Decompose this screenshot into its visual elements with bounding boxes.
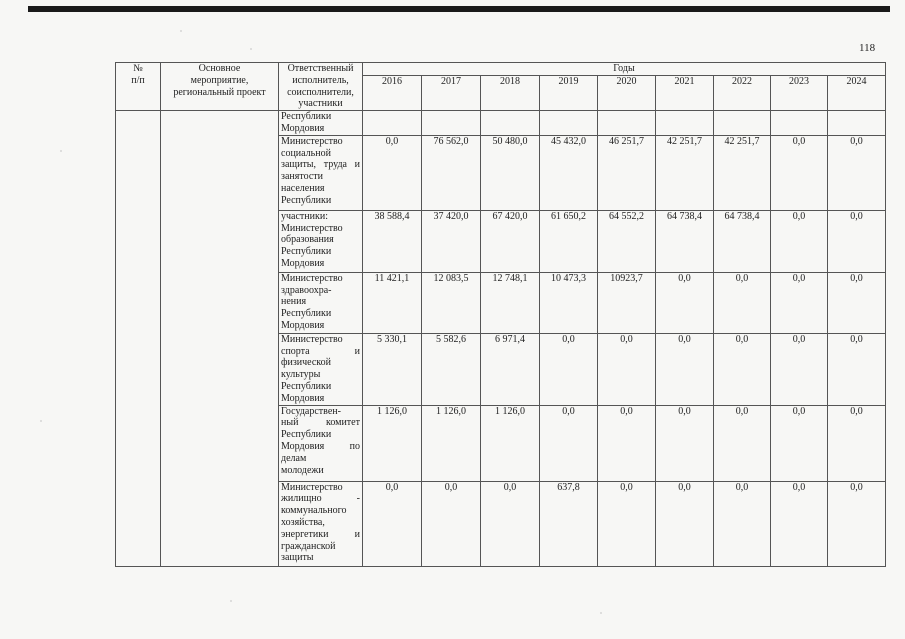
value-cell: 37 420,0 (422, 210, 481, 272)
year-header: 2019 (540, 75, 598, 110)
value-cell: 0,0 (714, 481, 771, 566)
executor-line: Республики (281, 246, 332, 258)
scan-speckle (60, 150, 62, 152)
header-executor-line: соисполнители, (287, 86, 354, 98)
header-num-line: № (133, 63, 143, 74)
executor-cell (279, 481, 363, 566)
executor-line: Республики (281, 429, 332, 441)
value-cell: 637,8 (540, 481, 598, 566)
executor-line: населения (281, 182, 325, 194)
value-cell: 38 588,4 (363, 210, 422, 272)
value-cell: 46 251,7 (598, 135, 656, 210)
executor-line: Государствен- (281, 405, 341, 417)
year-header: 2020 (598, 75, 656, 110)
value-cell (771, 111, 828, 136)
executor-line: делам (281, 452, 307, 464)
executor-cell (279, 405, 363, 481)
value-cell: 0,0 (363, 135, 422, 210)
value-cell: 76 562,0 (422, 135, 481, 210)
year-header: 2023 (771, 75, 828, 110)
year-header: 2022 (714, 75, 771, 110)
value-cell: 12 083,5 (422, 272, 481, 333)
scan-speckle (230, 600, 232, 602)
value-cell: 10923,7 (598, 272, 656, 333)
executor-line: Министерство (281, 333, 343, 345)
value-cell: 0,0 (828, 210, 886, 272)
executor-line: социальной (281, 147, 331, 159)
value-cell: 64 738,4 (714, 210, 771, 272)
executor-line: Мордовия (281, 392, 325, 404)
value-cell (481, 111, 540, 136)
value-cell: 0,0 (714, 405, 771, 481)
executor-line: Республики (281, 111, 332, 123)
year-header: 2021 (656, 75, 714, 110)
executor-cell (279, 272, 363, 333)
value-cell: 50 480,0 (481, 135, 540, 210)
header-measure-line: мероприятие, (190, 74, 249, 86)
value-cell: 0,0 (598, 333, 656, 405)
header-executor (279, 63, 363, 111)
funding-table (115, 62, 886, 567)
value-cell: 0,0 (422, 481, 481, 566)
value-cell: 0,0 (481, 481, 540, 566)
value-cell: 0,0 (714, 333, 771, 405)
executor-cell (279, 111, 363, 136)
value-cell: 0,0 (656, 405, 714, 481)
executor-line: нения (281, 296, 307, 308)
value-cell: 5 330,1 (363, 333, 422, 405)
value-cell: 64 738,4 (656, 210, 714, 272)
executor-line: Мордовия по (281, 440, 360, 452)
executor-line: здравоохра- (281, 284, 332, 296)
executor-line: занятости (281, 171, 323, 183)
value-cell: 0,0 (771, 135, 828, 210)
executor-line: Мордовия (281, 319, 325, 331)
header-executor-line: Ответственный (287, 63, 354, 74)
value-cell (363, 111, 422, 136)
executor-line: гражданской (281, 540, 336, 552)
executor-line: жилищно - (281, 493, 360, 505)
value-cell (828, 111, 886, 136)
value-cell: 1 126,0 (481, 405, 540, 481)
executor-cell (279, 210, 363, 272)
value-cell: 0,0 (828, 135, 886, 210)
value-cell: 42 251,7 (656, 135, 714, 210)
value-cell: 0,0 (771, 405, 828, 481)
table-row (116, 111, 886, 136)
year-header: 2016 (363, 75, 422, 110)
num-cell (116, 111, 161, 566)
header-measure-line: региональный проект (173, 86, 266, 98)
top-border-rule (28, 6, 890, 12)
executor-line: коммунального (281, 505, 347, 517)
value-cell: 6 971,4 (481, 333, 540, 405)
year-header: 2017 (422, 75, 481, 110)
executor-line: Министерство (281, 135, 343, 147)
executor-line: Республики (281, 308, 332, 320)
value-cell: 0,0 (771, 272, 828, 333)
header-executor-line: исполнитель, (292, 74, 349, 86)
value-cell: 12 748,1 (481, 272, 540, 333)
value-cell: 67 420,0 (481, 210, 540, 272)
header-years-group: Годы (363, 63, 886, 76)
value-cell: 0,0 (656, 481, 714, 566)
value-cell: 0,0 (363, 481, 422, 566)
value-cell: 0,0 (540, 405, 598, 481)
executor-line: Республики (281, 380, 332, 392)
value-cell (422, 111, 481, 136)
value-cell: 0,0 (598, 481, 656, 566)
executor-line: энергетики и (281, 528, 360, 540)
year-header: 2024 (828, 75, 886, 110)
executor-line: Министерство (281, 481, 343, 493)
header-measure-line: Основное (198, 63, 241, 74)
executor-cell (279, 135, 363, 210)
value-cell: 61 650,2 (540, 210, 598, 272)
scan-speckle (600, 612, 602, 614)
executor-line: молодежи (281, 464, 324, 476)
value-cell: 0,0 (714, 272, 771, 333)
value-cell: 0,0 (828, 272, 886, 333)
value-cell: 0,0 (656, 333, 714, 405)
header-executor-line: участники (298, 98, 343, 110)
value-cell: 0,0 (656, 272, 714, 333)
executor-line: участники: (281, 210, 328, 222)
executor-line: хозяйства, (281, 516, 325, 528)
value-cell (598, 111, 656, 136)
executor-line: Министерство (281, 222, 343, 234)
value-cell: 0,0 (598, 405, 656, 481)
value-cell: 0,0 (828, 405, 886, 481)
executor-line: образования (281, 234, 334, 246)
value-cell: 0,0 (771, 210, 828, 272)
value-cell (714, 111, 771, 136)
executor-line: Министерство (281, 272, 343, 284)
executor-line: защиты (281, 552, 314, 564)
value-cell: 0,0 (771, 481, 828, 566)
executor-line: Республики (281, 194, 332, 206)
value-cell: 0,0 (771, 333, 828, 405)
executor-line: Мордовия (281, 122, 325, 134)
value-cell: 1 126,0 (422, 405, 481, 481)
header-measure (161, 63, 279, 111)
value-cell: 0,0 (828, 481, 886, 566)
value-cell (540, 111, 598, 136)
value-cell (656, 111, 714, 136)
measure-cell (161, 111, 279, 566)
page-number: 118 (859, 42, 876, 54)
header-num-line: п/п (131, 74, 145, 86)
value-cell: 42 251,7 (714, 135, 771, 210)
executor-cell (279, 333, 363, 405)
executor-line: спорта и (281, 345, 360, 357)
value-cell: 10 473,3 (540, 272, 598, 333)
year-header: 2018 (481, 75, 540, 110)
executor-line: ный комитет (281, 417, 360, 429)
value-cell: 64 552,2 (598, 210, 656, 272)
executor-line: физической (281, 357, 331, 369)
value-cell: 0,0 (828, 333, 886, 405)
value-cell: 1 126,0 (363, 405, 422, 481)
executor-line: защиты, труда и (281, 159, 360, 171)
value-cell: 11 421,1 (363, 272, 422, 333)
scan-speckle (250, 48, 252, 50)
scan-speckle (180, 30, 182, 32)
value-cell: 0,0 (540, 333, 598, 405)
executor-line: культуры (281, 369, 321, 381)
header-num (116, 63, 161, 111)
executor-line: Мордовия (281, 257, 325, 269)
scan-speckle (40, 420, 42, 422)
value-cell: 5 582,6 (422, 333, 481, 405)
value-cell: 45 432,0 (540, 135, 598, 210)
